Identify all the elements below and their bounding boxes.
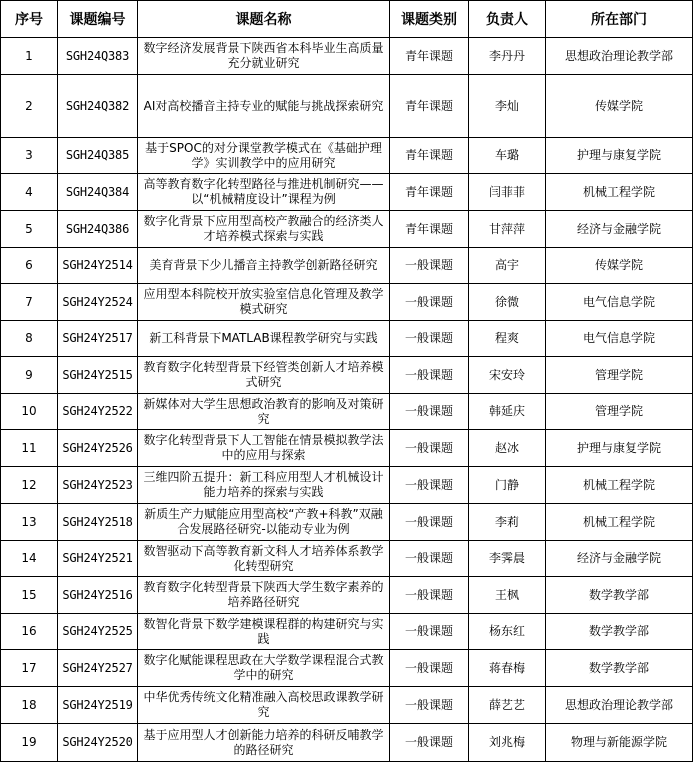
cell-serial: 4 xyxy=(1,174,58,211)
cell-code: SGH24Y2516 xyxy=(58,577,138,614)
cell-category: 青年课题 xyxy=(390,138,469,174)
cell-department: 管理学院 xyxy=(546,394,693,430)
cell-category: 青年课题 xyxy=(390,75,469,138)
table-row xyxy=(1,321,693,357)
table-row xyxy=(1,211,693,248)
cell-title: 数字化转型背景下人工智能在情景模拟教学法中的应用与探索 xyxy=(138,430,390,467)
cell-department: 数学教学部 xyxy=(546,614,693,650)
cell-leader: 车璐 xyxy=(469,138,546,174)
cell-leader: 甘萍萍 xyxy=(469,211,546,248)
cell-title: AI对高校播音主持专业的赋能与挑战探索研究 xyxy=(138,75,390,138)
cell-code: SGH24Y2518 xyxy=(58,504,138,541)
table-row xyxy=(1,357,693,394)
cell-department: 电气信息学院 xyxy=(546,284,693,321)
table-row xyxy=(1,138,693,174)
cell-code: SGH24Q384 xyxy=(58,174,138,211)
cell-serial: 6 xyxy=(1,248,58,284)
cell-serial: 2 xyxy=(1,75,58,138)
cell-serial: 16 xyxy=(1,614,58,650)
table-row xyxy=(1,541,693,577)
cell-code: SGH24Y2521 xyxy=(58,541,138,577)
cell-department: 机械工程学院 xyxy=(546,467,693,504)
cell-serial: 3 xyxy=(1,138,58,174)
cell-department: 管理学院 xyxy=(546,357,693,394)
cell-leader: 闫菲菲 xyxy=(469,174,546,211)
cell-leader: 韩延庆 xyxy=(469,394,546,430)
cell-leader: 徐微 xyxy=(469,284,546,321)
cell-code: SGH24Y2525 xyxy=(58,614,138,650)
header-title: 课题名称 xyxy=(138,1,390,38)
cell-leader: 李丹丹 xyxy=(469,38,546,75)
cell-code: SGH24Y2524 xyxy=(58,284,138,321)
header-code: 课题编号 xyxy=(58,1,138,38)
table-row xyxy=(1,248,693,284)
cell-department: 数学教学部 xyxy=(546,577,693,614)
cell-department: 传媒学院 xyxy=(546,75,693,138)
table-header-row xyxy=(1,1,693,38)
cell-category: 一般课题 xyxy=(390,614,469,650)
table-row xyxy=(1,577,693,614)
cell-title: 美育背景下少儿播音主持教学创新路径研究 xyxy=(138,248,390,284)
cell-department: 电气信息学院 xyxy=(546,321,693,357)
cell-department: 思想政治理论教学部 xyxy=(546,38,693,75)
cell-leader: 宋安玲 xyxy=(469,357,546,394)
cell-code: SGH24Y2522 xyxy=(58,394,138,430)
cell-leader: 李莉 xyxy=(469,504,546,541)
cell-category: 一般课题 xyxy=(390,394,469,430)
cell-category: 一般课题 xyxy=(390,467,469,504)
cell-title: 数智化背景下数学建模课程群的构建研究与实践 xyxy=(138,614,390,650)
cell-category: 一般课题 xyxy=(390,724,469,762)
cell-serial: 7 xyxy=(1,284,58,321)
cell-department: 数学教学部 xyxy=(546,650,693,687)
cell-leader: 杨东红 xyxy=(469,614,546,650)
cell-title: 新工科背景下MATLAB课程教学研究与实践 xyxy=(138,321,390,357)
cell-serial: 14 xyxy=(1,541,58,577)
cell-category: 一般课题 xyxy=(390,687,469,724)
table-row xyxy=(1,430,693,467)
cell-title: 数字经济发展背景下陕西省本科毕业生高质量充分就业研究 xyxy=(138,38,390,75)
cell-serial: 19 xyxy=(1,724,58,762)
cell-department: 传媒学院 xyxy=(546,248,693,284)
cell-code: SGH24Y2519 xyxy=(58,687,138,724)
cell-department: 思想政治理论教学部 xyxy=(546,687,693,724)
table-row xyxy=(1,394,693,430)
cell-title: 高等教育数字化转型路径与推进机制研究——以“机械精度设计”课程为例 xyxy=(138,174,390,211)
table-row xyxy=(1,504,693,541)
cell-department: 护理与康复学院 xyxy=(546,138,693,174)
cell-title: 新媒体对大学生思想政治教育的影响及对策研究 xyxy=(138,394,390,430)
cell-category: 青年课题 xyxy=(390,211,469,248)
cell-code: SGH24Y2523 xyxy=(58,467,138,504)
table-row xyxy=(1,284,693,321)
cell-leader: 王枫 xyxy=(469,577,546,614)
cell-code: SGH24Q385 xyxy=(58,138,138,174)
cell-leader: 门静 xyxy=(469,467,546,504)
cell-title: 数字化背景下应用型高校产教融合的经济类人才培养模式探索与实践 xyxy=(138,211,390,248)
cell-title: 基于应用型人才创新能力培养的科研反哺教学的路径研究 xyxy=(138,724,390,762)
cell-code: SGH24Q386 xyxy=(58,211,138,248)
cell-code: SGH24Y2520 xyxy=(58,724,138,762)
cell-leader: 程爽 xyxy=(469,321,546,357)
table-row xyxy=(1,614,693,650)
cell-department: 经济与金融学院 xyxy=(546,211,693,248)
table-row xyxy=(1,174,693,211)
header-leader: 负责人 xyxy=(469,1,546,38)
cell-department: 物理与新能源学院 xyxy=(546,724,693,762)
cell-department: 经济与金融学院 xyxy=(546,541,693,577)
header-category: 课题类别 xyxy=(390,1,469,38)
header-department: 所在部门 xyxy=(546,1,693,38)
cell-category: 一般课题 xyxy=(390,577,469,614)
table-row xyxy=(1,467,693,504)
cell-title: 新质生产力赋能应用型高校“产教+科教”双融合发展路径研究-以能动专业为例 xyxy=(138,504,390,541)
cell-serial: 15 xyxy=(1,577,58,614)
cell-department: 护理与康复学院 xyxy=(546,430,693,467)
cell-title: 三维四阶五提升：新工科应用型人才机械设计能力培养的探索与实践 xyxy=(138,467,390,504)
table-row xyxy=(1,75,693,138)
cell-serial: 11 xyxy=(1,430,58,467)
cell-category: 一般课题 xyxy=(390,321,469,357)
cell-code: SGH24Y2517 xyxy=(58,321,138,357)
cell-title: 应用型本科院校开放实验室信息化管理及教学模式研究 xyxy=(138,284,390,321)
header-serial: 序号 xyxy=(1,1,58,38)
cell-leader: 蒋春梅 xyxy=(469,650,546,687)
cell-serial: 8 xyxy=(1,321,58,357)
cell-category: 一般课题 xyxy=(390,504,469,541)
cell-code: SGH24Y2527 xyxy=(58,650,138,687)
cell-leader: 赵冰 xyxy=(469,430,546,467)
cell-serial: 10 xyxy=(1,394,58,430)
cell-department: 机械工程学院 xyxy=(546,504,693,541)
cell-category: 一般课题 xyxy=(390,357,469,394)
cell-leader: 刘兆梅 xyxy=(469,724,546,762)
cell-category: 一般课题 xyxy=(390,248,469,284)
cell-leader: 高宇 xyxy=(469,248,546,284)
table-row xyxy=(1,650,693,687)
cell-title: 教育数字化转型背景下经管类创新人才培养模式研究 xyxy=(138,357,390,394)
cell-code: SGH24Q383 xyxy=(58,38,138,75)
cell-code: SGH24Y2515 xyxy=(58,357,138,394)
cell-code: SGH24Y2514 xyxy=(58,248,138,284)
cell-title: 中华优秀传统文化精准融入高校思政课教学研究 xyxy=(138,687,390,724)
table-body xyxy=(1,38,693,762)
cell-category: 一般课题 xyxy=(390,430,469,467)
cell-leader: 李霁晨 xyxy=(469,541,546,577)
cell-category: 一般课题 xyxy=(390,284,469,321)
cell-serial: 13 xyxy=(1,504,58,541)
cell-title: 基于SPOC的对分课堂教学模式在《基础护理学》实训教学中的应用研究 xyxy=(138,138,390,174)
cell-serial: 1 xyxy=(1,38,58,75)
cell-serial: 17 xyxy=(1,650,58,687)
cell-leader: 薛艺艺 xyxy=(469,687,546,724)
cell-category: 一般课题 xyxy=(390,541,469,577)
cell-title: 数字化赋能课程思政在大学数学课程混合式教学中的研究 xyxy=(138,650,390,687)
cell-code: SGH24Y2526 xyxy=(58,430,138,467)
table-row xyxy=(1,687,693,724)
cell-serial: 18 xyxy=(1,687,58,724)
cell-category: 一般课题 xyxy=(390,650,469,687)
cell-title: 数智驱动下高等教育新文科人才培养体系教学化转型研究 xyxy=(138,541,390,577)
cell-serial: 12 xyxy=(1,467,58,504)
cell-category: 青年课题 xyxy=(390,38,469,75)
cell-category: 青年课题 xyxy=(390,174,469,211)
table-row xyxy=(1,724,693,762)
cell-serial: 5 xyxy=(1,211,58,248)
cell-code: SGH24Q382 xyxy=(58,75,138,138)
cell-department: 机械工程学院 xyxy=(546,174,693,211)
cell-leader: 李灿 xyxy=(469,75,546,138)
cell-title: 教育数字化转型背景下陕西大学生数字素养的培养路径研究 xyxy=(138,577,390,614)
table-row xyxy=(1,38,693,75)
cell-serial: 9 xyxy=(1,357,58,394)
